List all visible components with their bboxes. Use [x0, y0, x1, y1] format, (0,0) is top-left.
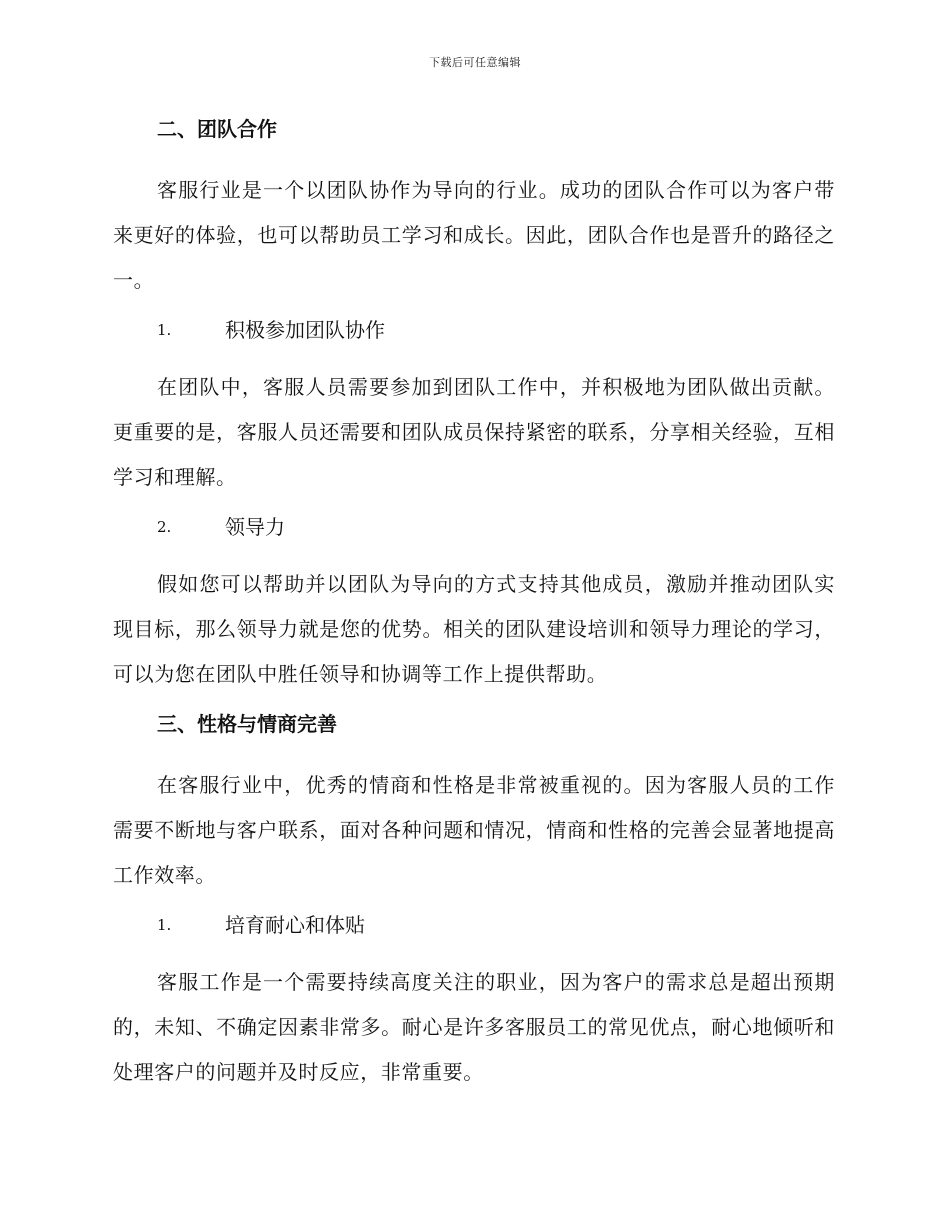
list-item-number: 1.: [157, 916, 172, 934]
section-heading-team: 二、团队合作: [157, 117, 277, 141]
list-item-number: 1.: [157, 321, 172, 339]
list-item: [113, 510, 835, 544]
paragraph: 客服行业是一个以团队协作为导向的行业。成功的团队合作可以为客户带来更好的体验，也可以帮助员工学习和成长。因此，团队合作也是晋升的路径之一。: [113, 178, 835, 292]
paragraph: 在客服行业中，优秀的情商和性格是非常被重视的。因为客服人员的工作需要不断地与客户联系，面对各种问题和情况，情商和性格的完善会显著地提高工作效率。: [113, 773, 835, 887]
paragraph: 假如您可以帮助并以团队为导向的方式支持其他成员，激励并推动团队实现目标，那么领导力就是您的优势。相关的团队建设培训和领导力理论的学习，可以为您在团队中胜任领导和协调等工作上提供帮助。: [113, 572, 835, 686]
paragraph: 在团队中，客服人员需要参加到团队工作中，并积极地为团队做出贡献。更重要的是，客服人员还需要和团队成员保持紧密的联系，分享相关经验，互相学习和理解。: [113, 375, 835, 489]
list-item-label: 积极参加团队协作: [225, 318, 385, 342]
page-header: 下载后可任意编辑: [429, 56, 521, 69]
list-item-label: 领导力: [225, 515, 285, 539]
list-item: [113, 313, 835, 347]
document-body: [113, 112, 835, 1105]
section-heading-personality: 三、性格与情商完善: [157, 712, 337, 736]
paragraph: 客服工作是一个需要持续高度关注的职业，因为客户的需求总是超出预期的，未知、不确定因素非常多。耐心是许多客服员工的常见优点，耐心地倾听和处理客户的问题并及时反应，非常重要。: [113, 970, 835, 1084]
list-item: [113, 908, 835, 942]
list-item-label: 培育耐心和体贴: [225, 913, 365, 937]
list-item-number: 2.: [157, 518, 172, 536]
